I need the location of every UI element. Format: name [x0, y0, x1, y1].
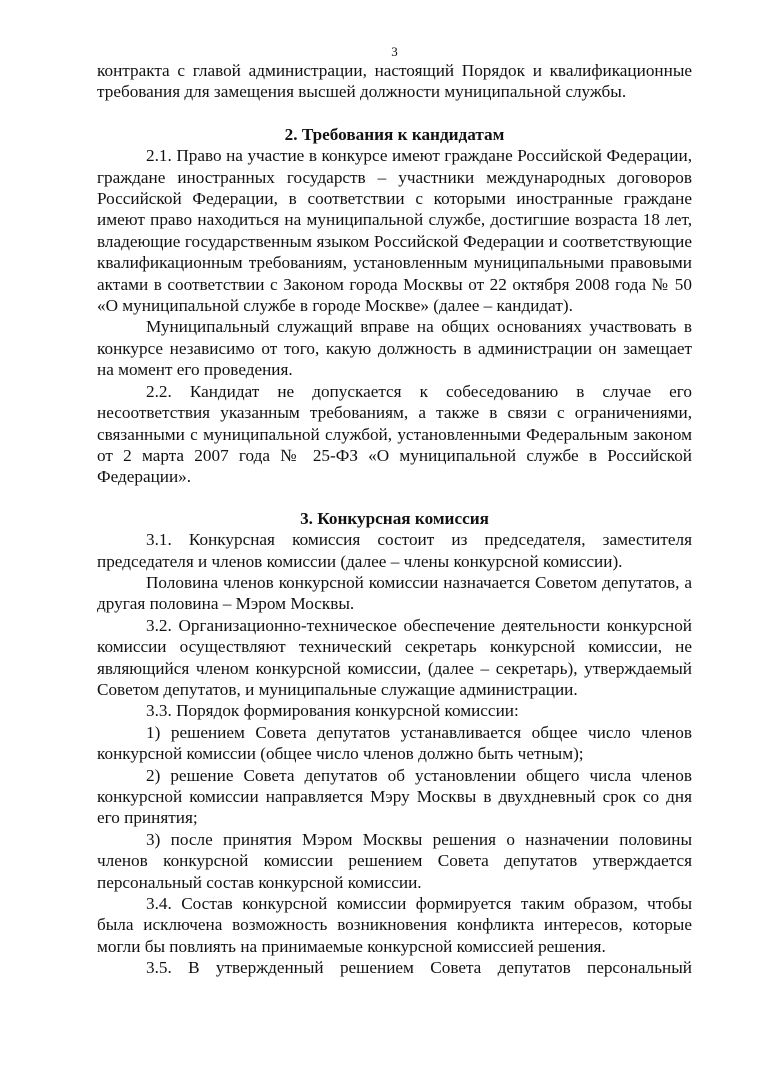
paragraph-municipal-servant: Муниципальный служащий вправе на общих основаниях участвовать в конкурсе независимо от того, какую должность в администрации он замещает на момент его проведения. — [97, 317, 692, 380]
section-2-heading: 2. Требования к кандидатам — [284, 124, 505, 144]
paragraph-3-1: 3.1. Конкурсная комиссия состоит из председателя, заместителя председателя и членов комиссии (далее – члены конкурсной комиссии). — [97, 530, 692, 571]
list-item-3-3-3: 3) после принятия Мэром Москвы решения о назначении половины членов конкурсной комиссии решением Совета депутатов утверждается персональный состав конкурсной комиссии. — [97, 829, 692, 892]
section-3-heading: 3. Конкурсная комиссия — [300, 508, 489, 528]
list-item-3-3-1: 1) решением Совета депутатов устанавливается общее число членов конкурсной комиссии (общее число членов должно быть четным); — [97, 722, 692, 764]
paragraph-3-5: 3.5. В утвержденный решением Совета депутатов персональный — [146, 958, 692, 978]
paragraph-2-1: 2.1. Право на участие в конкурсе имеют граждане Российской Федерации, граждане иностранных государств – участники международных договоров Российской Федерации, в соответствии с которыми иностранные граждане имеют право находиться на муниципальной службе, достигшие возраста 18 лет, владеющие государственным языком Российской Федерации и соответствующие квалификационным требованиям, установленным муниципальными правовыми актами в соответствии с Законом города Москвы от 22 октября 2008 года № 50 «О муниципальной службе в городе Москве» (далее – кандидат). — [97, 146, 692, 316]
list-item-3-3-2: 2) решение Совета депутатов об установлении общего числа членов конкурсной комиссии направляется Мэру Москвы в двухдневный срок со дня его принятия; — [97, 765, 692, 828]
page-number: 3 — [391, 44, 398, 59]
paragraph-3-3: 3.3. Порядок формирования конкурсной комиссии: — [146, 701, 519, 721]
paragraph-3-4: 3.4. Состав конкурсной комиссии формируется таким образом, чтобы была исключена возможность возникновения конфликта интересов, которые могли бы повлиять на принимаемые конкурсной комиссией решения. — [97, 894, 692, 956]
paragraph-3-2: 3.2. Организационно-техническое обеспечение деятельности конкурсной комиссии осуществляют технический секретарь конкурсной комиссии, не являющийся членом конкурсной комиссии, (далее – секретарь), утверждаемый Советом депутатов, и муниципальные служащие администрации. — [97, 615, 692, 699]
paragraph-2-2: 2.2. Кандидат не допускается к собеседованию в случае его несоответствия указанным требованиям, а также в связи с ограничениями, связанными с муниципальной службой, установленными Федеральным законом от 2 марта 2007 года № 25-ФЗ «О муниципальной службе в Российской Федерации». — [97, 381, 692, 487]
paragraph-commission-half: Половина членов конкурсной комиссии назначается Советом депутатов, а другая половина – Мэром Москвы. — [97, 572, 692, 614]
intro-paragraph: контракта с главой администрации, настоящий Порядок и квалификационные требования для замещения высшей должности муниципальной службы. — [97, 61, 692, 102]
